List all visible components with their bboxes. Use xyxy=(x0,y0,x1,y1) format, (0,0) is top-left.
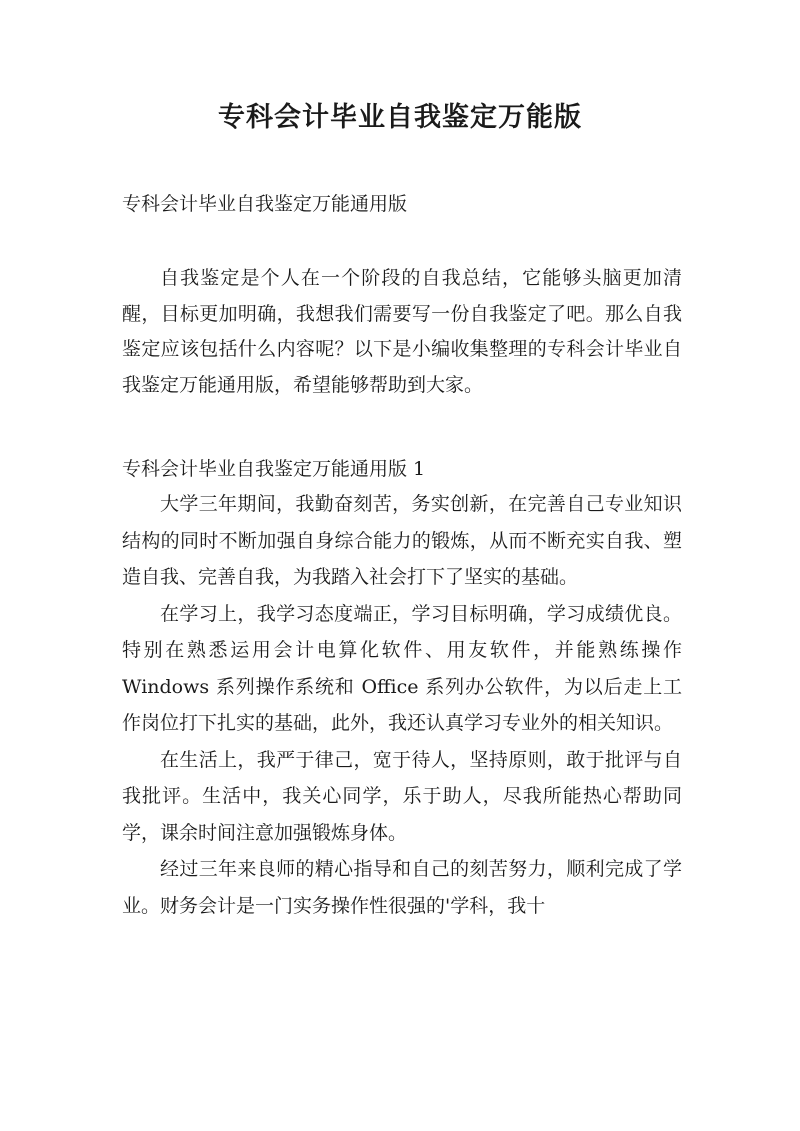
intro-paragraph: 自我鉴定是个人在一个阶段的自我总结，它能够头脑更加清醒，目标更加明确，我想我们需要写一份自我鉴定了吧。那么自我鉴定应该包括什么内容呢？以下是小编收集整理的专科会计毕业自我鉴定万能通用版，希望能够帮助到大家。 xyxy=(122,267,682,396)
section-heading: 专科会计毕业自我鉴定万能通用版 1 xyxy=(122,458,426,480)
body-paragraph: 大学三年期间，我勤奋刻苦，务实创新，在完善自己专业知识结构的同时不断加强自身综合能力的锻炼，从而不断充实自我、塑造自我、完善自我，为我踏入社会打下了坚实的基础。 xyxy=(122,493,682,588)
section-1 xyxy=(122,455,682,924)
body-paragraph: 在生活上，我严于律己，宽于待人，坚持原则，敢于批评与自我批评。生活中，我关心同学，乐于助人，尽我所能热心帮助同学，课余时间注意加强锻炼身体。 xyxy=(122,748,682,844)
body-paragraph: 在学习上，我学习态度端正，学习目标明确，学习成绩优良。特别在熟悉运用会计电算化软件、用友软件，并能熟练操作 Windows 系列操作系统和 Office 系列办公软件，为以后走上工作岗位打下扎实的基础，此外，我还认真学习专业外的相关知识。 xyxy=(122,602,682,734)
document-title: 专科会计毕业自我鉴定万能版 xyxy=(218,102,582,133)
document-subtitle: 专科会计毕业自我鉴定万能通用版 xyxy=(122,193,408,215)
body-paragraph: 经过三年来良师的精心指导和自己的刻苦努力，顺利完成了学业。财务会计是一门实务操作性很强的'学科，我十 xyxy=(122,858,682,917)
